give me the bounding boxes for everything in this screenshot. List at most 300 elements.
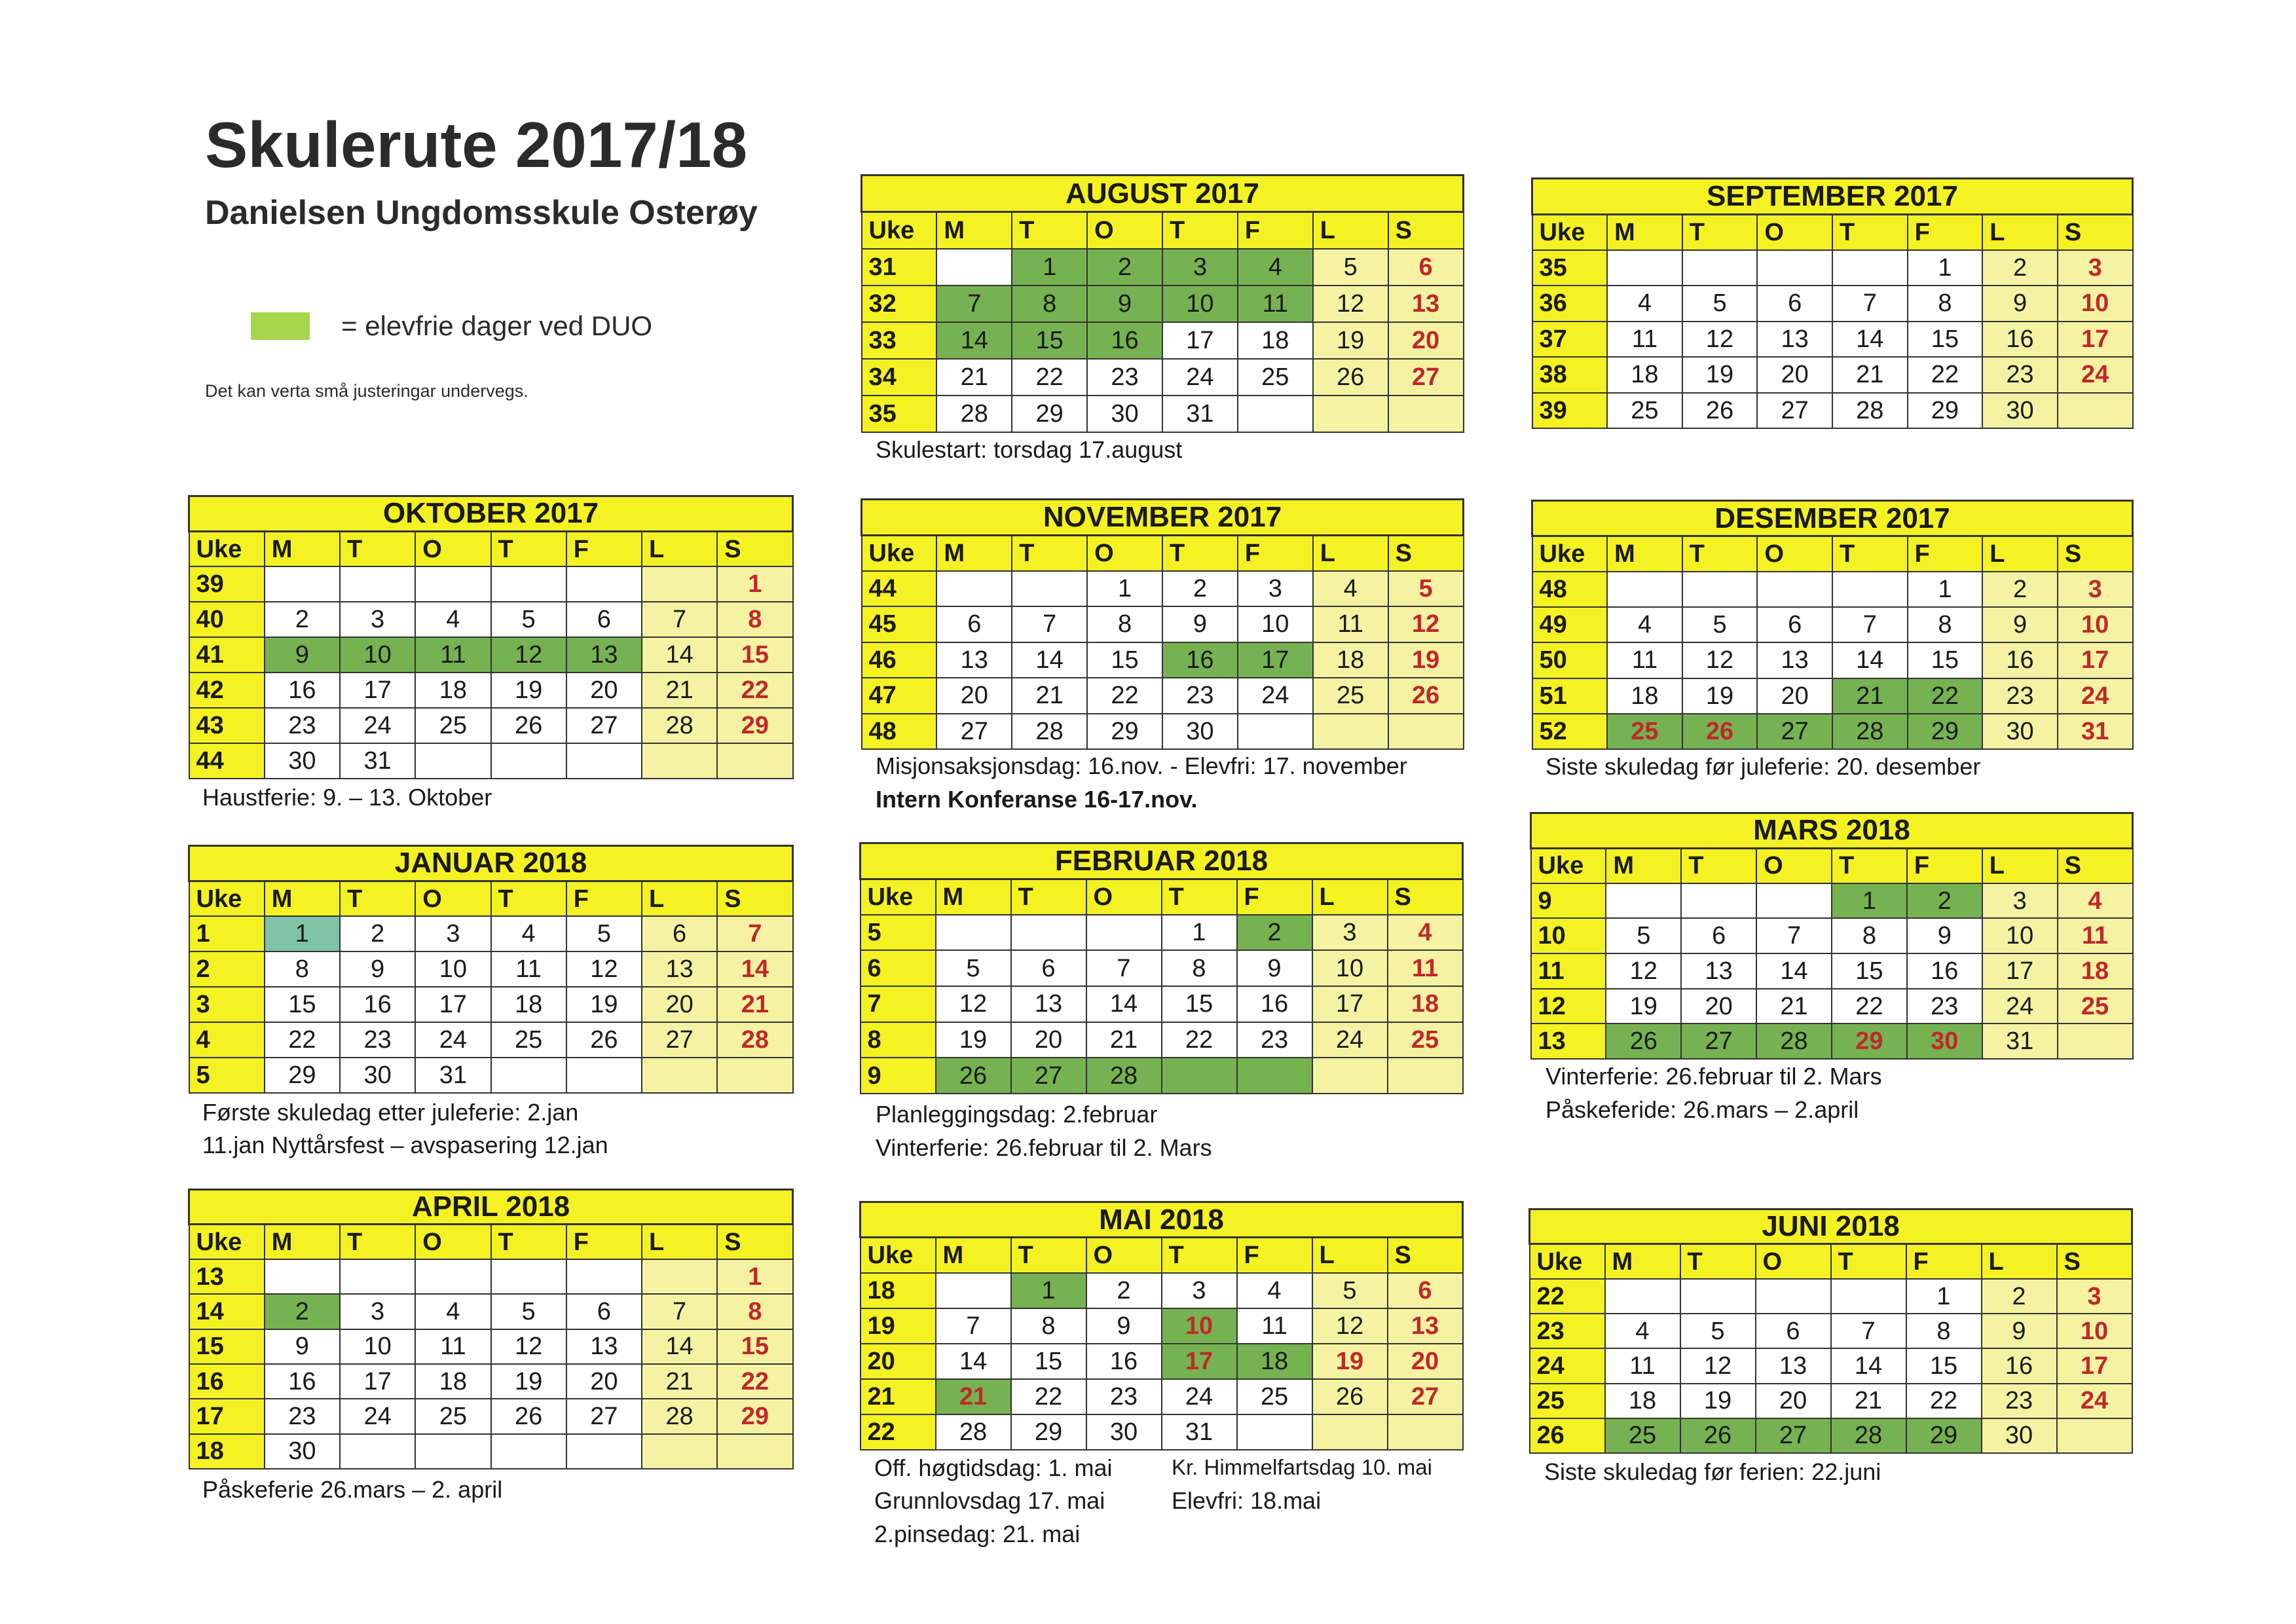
day-cell-student-free: 2	[265, 1294, 340, 1329]
week-number: 48	[1532, 572, 1608, 607]
day-cell: 9	[1086, 1308, 1162, 1344]
week-row	[862, 396, 1464, 432]
day-cell: 2	[1086, 1273, 1162, 1308]
day-cell: 28	[1832, 393, 1908, 429]
day-cell	[1312, 1414, 1388, 1450]
day-cell: 15	[1087, 642, 1162, 678]
day-cell: 9	[265, 1329, 340, 1364]
day-cell	[265, 1259, 340, 1294]
day-cell: 10	[2058, 607, 2133, 642]
day-cell: 4	[1237, 1273, 1312, 1308]
day-cell: 31	[1982, 1024, 2058, 1059]
weekday-header: M	[936, 1238, 1011, 1273]
day-cell: 4	[1605, 1314, 1680, 1348]
week-row	[861, 1344, 1463, 1379]
day-cell: 16	[1982, 642, 2058, 678]
day-cell	[1681, 883, 1756, 919]
note-november-1: Misjonsaksjonsdag: 16.nov. - Elevfri: 17. november	[876, 752, 1407, 779]
week-number: 7	[861, 986, 936, 1022]
week-row	[861, 915, 1463, 951]
note-mars-2: Påskeferide: 26.mars – 2.april	[1546, 1096, 1859, 1123]
week-row	[861, 1022, 1463, 1058]
month-title: JUNI 2018	[1530, 1209, 2132, 1244]
weekday-header: M	[1607, 536, 1682, 572]
day-cell: 17	[1312, 986, 1388, 1022]
day-cell: 10	[415, 951, 491, 987]
day-cell: 3	[340, 602, 415, 637]
day-cell: 10	[1312, 950, 1388, 986]
week-row	[862, 286, 1464, 322]
day-cell: 23	[1982, 357, 2058, 393]
day-cell: 4	[1607, 607, 1682, 642]
week-number: 34	[862, 359, 937, 396]
day-cell	[491, 1434, 566, 1469]
week-number: 35	[862, 396, 937, 432]
day-cell	[265, 566, 340, 602]
note-februar-1: Planleggingsdag: 2.februar	[876, 1101, 1158, 1128]
calendar-april-2018	[188, 1189, 794, 1469]
weekday-header: L	[1312, 879, 1388, 915]
day-cell: 1	[717, 1259, 792, 1294]
week-row	[861, 950, 1463, 986]
day-cell: 23	[1907, 989, 1982, 1024]
weekday-header: T	[1682, 536, 1758, 572]
day-cell: 24	[2057, 1384, 2132, 1418]
day-cell: 28	[1012, 714, 1087, 750]
day-cell: 6	[566, 602, 642, 637]
day-cell: 30	[340, 1058, 415, 1093]
weekday-header: L	[1982, 214, 2058, 250]
weekday-header: O	[1756, 1244, 1831, 1279]
day-cell: 29	[1908, 393, 1983, 429]
day-cell-student-free: 29	[1906, 1418, 1982, 1453]
weekday-header: M	[936, 535, 1012, 571]
weekday-header: F	[566, 531, 642, 566]
day-cell: 19	[936, 1022, 1011, 1058]
day-cell: 23	[265, 1399, 340, 1433]
day-cell-student-free: 27	[1756, 1418, 1831, 1453]
weekday-header: T	[1832, 848, 1907, 883]
calendar-desember-2017	[1531, 500, 2134, 750]
week-number: 5	[189, 1058, 265, 1093]
day-cell: 16	[1907, 953, 1982, 989]
day-cell: 25	[1237, 1379, 1312, 1414]
day-cell: 14	[642, 1329, 717, 1364]
week-row	[189, 1058, 793, 1093]
week-number: 25	[1530, 1384, 1605, 1418]
weekday-header: F	[1238, 212, 1313, 249]
day-cell: 27	[1757, 393, 1832, 429]
day-cell: 8	[717, 1294, 792, 1329]
day-cell	[1605, 1279, 1680, 1314]
weekday-header: T	[491, 881, 566, 916]
note-mai-1: Off. høgtidsdag: 1. mai	[874, 1454, 1113, 1481]
weekday-header: L	[642, 531, 717, 566]
day-cell: 13	[1388, 286, 1464, 322]
day-cell: 26	[491, 708, 566, 743]
week-number: 45	[862, 606, 937, 642]
day-cell: 7	[1756, 918, 1832, 953]
day-cell-student-free: 1	[1011, 1273, 1086, 1308]
day-cell: 3	[1162, 1273, 1237, 1308]
week-row	[1532, 357, 2133, 393]
day-cell: 1	[717, 566, 792, 602]
day-cell: 28	[717, 1022, 792, 1058]
weekday-header: M	[265, 881, 340, 916]
day-cell: 5	[1682, 607, 1758, 642]
weekday-header: O	[1086, 879, 1162, 915]
weekday-header: T	[491, 1225, 566, 1259]
week-number: 46	[862, 642, 937, 678]
day-cell: 24	[1238, 678, 1313, 714]
weekday-header: O	[415, 881, 491, 916]
day-cell	[936, 1273, 1011, 1308]
weekday-header: T	[1162, 535, 1238, 571]
day-cell: 16	[1086, 1344, 1162, 1379]
day-cell: 18	[415, 673, 491, 708]
day-cell: 21	[642, 673, 717, 708]
day-cell: 28	[642, 1399, 717, 1433]
day-cell: 17	[340, 1364, 415, 1399]
week-row	[189, 987, 793, 1022]
day-cell-student-free: 28	[1831, 1418, 1906, 1453]
day-cell-student-free: 7	[936, 286, 1012, 322]
weekday-header: T	[1162, 212, 1238, 249]
day-cell: 6	[936, 606, 1012, 642]
day-cell: 11	[1388, 950, 1463, 986]
day-cell: 21	[1086, 1022, 1162, 1058]
day-cell: 14	[936, 1344, 1011, 1379]
day-cell-student-free: 21	[1832, 678, 1908, 714]
day-cell: 7	[642, 1294, 717, 1329]
day-cell	[642, 1058, 717, 1093]
day-cell	[566, 566, 642, 602]
day-cell	[717, 743, 792, 779]
week-row	[862, 359, 1464, 396]
week-number: 49	[1532, 607, 1608, 642]
week-number: 48	[862, 714, 937, 750]
day-cell: 9	[1982, 1314, 2057, 1348]
day-cell: 2	[1982, 1279, 2057, 1314]
day-cell: 31	[340, 743, 415, 779]
day-cell: 31	[1162, 396, 1238, 432]
month-table	[1531, 500, 2134, 750]
week-row	[861, 1058, 1463, 1094]
day-cell	[1388, 1414, 1463, 1450]
week-column-header: Uke	[861, 1238, 936, 1273]
day-cell: 28	[936, 1414, 1011, 1450]
calendar-mars-2018	[1530, 812, 2134, 1060]
day-cell	[1607, 250, 1682, 286]
day-cell: 8	[1906, 1314, 1982, 1348]
day-cell: 6	[1757, 607, 1832, 642]
day-cell: 17	[415, 987, 491, 1022]
day-cell	[566, 1058, 642, 1093]
day-cell: 3	[340, 1294, 415, 1329]
day-cell: 14	[1086, 986, 1162, 1022]
day-cell: 5	[1682, 286, 1758, 322]
weekday-header: L	[642, 881, 717, 916]
day-cell: 14	[1832, 642, 1908, 678]
day-cell: 16	[1237, 986, 1312, 1022]
week-row	[1531, 1024, 2133, 1059]
day-cell: 20	[1388, 1344, 1463, 1379]
week-row	[1532, 642, 2133, 678]
day-cell: 15	[1908, 642, 1983, 678]
day-cell: 25	[2058, 989, 2133, 1024]
day-cell	[1012, 571, 1087, 607]
day-cell: 19	[1388, 642, 1464, 678]
day-cell: 26	[1312, 1379, 1388, 1414]
week-row	[1531, 883, 2133, 919]
day-cell: 24	[340, 708, 415, 743]
week-column-header: Uke	[861, 879, 936, 915]
day-cell	[566, 1434, 642, 1469]
day-cell: 12	[936, 986, 1011, 1022]
weekday-header: T	[1012, 535, 1087, 571]
weekday-header: T	[1681, 848, 1756, 883]
weekday-header: S	[1388, 1238, 1463, 1273]
day-cell: 12	[491, 1329, 566, 1364]
day-cell: 22	[1832, 989, 1907, 1024]
day-cell: 28	[936, 396, 1012, 432]
day-cell	[340, 566, 415, 602]
day-cell-student-free: 21	[936, 1379, 1011, 1414]
calendar-januar-2018	[188, 845, 794, 1094]
day-cell: 14	[1831, 1348, 1906, 1383]
day-cell: 30	[1982, 393, 2058, 429]
day-cell-student-free: 14	[936, 322, 1012, 359]
day-cell: 17	[1982, 953, 2058, 989]
day-cell: 8	[1087, 606, 1162, 642]
day-cell: 19	[491, 673, 566, 708]
month-title: DESEMBER 2017	[1532, 501, 2133, 536]
day-cell: 19	[1682, 357, 1758, 393]
day-cell: 6	[1757, 286, 1832, 322]
week-number: 38	[1532, 357, 1608, 393]
week-column-header: Uke	[1532, 536, 1608, 572]
week-number: 50	[1532, 642, 1608, 678]
calendar-mai-2018	[859, 1201, 1464, 1450]
week-number: 4	[189, 1022, 265, 1058]
day-cell: 30	[1982, 1418, 2057, 1453]
day-cell: 6	[1388, 249, 1464, 286]
week-row	[189, 566, 793, 602]
month-table	[188, 495, 794, 779]
day-cell-student-free: 26	[1680, 1418, 1756, 1453]
week-number: 8	[861, 1022, 936, 1058]
week-number: 11	[1531, 953, 1606, 989]
day-cell: 1	[1906, 1279, 1982, 1314]
weekday-header: T	[1832, 214, 1908, 250]
day-cell-student-free: 27	[1757, 714, 1832, 749]
weekday-header: F	[1906, 1244, 1982, 1279]
week-number: 39	[1532, 393, 1608, 429]
week-number: 18	[189, 1434, 265, 1469]
week-row	[1532, 678, 2133, 714]
day-cell: 10	[2058, 286, 2133, 322]
weekday-header: L	[1313, 535, 1388, 571]
day-cell	[2058, 393, 2133, 429]
day-cell	[491, 1058, 566, 1093]
day-cell: 26	[1682, 393, 1758, 429]
day-cell: 25	[415, 1399, 491, 1433]
day-cell	[1237, 1414, 1312, 1450]
month-table	[188, 845, 794, 1094]
week-number: 47	[862, 678, 937, 714]
weekday-header: T	[1011, 1238, 1086, 1273]
day-cell-student-free: 11	[1238, 286, 1313, 322]
day-cell: 7	[642, 602, 717, 637]
day-cell-student-free: 26	[936, 1058, 1011, 1094]
day-cell: 23	[1087, 359, 1162, 396]
weekday-header: S	[2058, 848, 2133, 883]
day-cell: 28	[642, 708, 717, 743]
week-row	[1532, 714, 2133, 749]
week-number: 32	[862, 286, 937, 322]
day-cell: 21	[1756, 989, 1832, 1024]
weekday-header: F	[1237, 879, 1312, 915]
day-cell: 20	[1757, 678, 1832, 714]
day-cell: 4	[1388, 915, 1463, 951]
week-row	[1532, 607, 2133, 642]
weekday-header: L	[1982, 1244, 2057, 1279]
day-cell-student-free: 11	[415, 637, 491, 673]
week-number: 37	[1532, 322, 1608, 358]
day-cell: 4	[491, 916, 566, 951]
day-cell: 24	[340, 1399, 415, 1433]
day-cell	[1388, 1058, 1463, 1094]
day-cell	[936, 915, 1011, 951]
week-number: 13	[189, 1259, 265, 1294]
day-cell: 21	[642, 1364, 717, 1399]
day-cell-student-free: 3	[1162, 249, 1238, 286]
day-cell: 3	[2057, 1279, 2132, 1314]
day-cell	[1313, 714, 1388, 750]
week-column-header: Uke	[862, 212, 937, 249]
day-cell-student-free: 10	[340, 637, 415, 673]
week-row	[189, 1259, 793, 1294]
day-cell: 11	[415, 1329, 491, 1364]
week-number: 36	[1532, 286, 1608, 322]
day-cell: 24	[2058, 678, 2133, 714]
day-cell: 19	[1312, 1344, 1388, 1379]
week-number: 14	[189, 1294, 265, 1329]
day-cell	[1682, 572, 1758, 607]
calendar-februar-2018	[859, 842, 1464, 1094]
day-cell: 26	[1388, 678, 1464, 714]
weekday-header: T	[340, 531, 415, 566]
week-column-header: Uke	[1532, 214, 1608, 250]
weekday-header: O	[1087, 212, 1162, 249]
day-cell: 30	[1086, 1414, 1162, 1450]
week-row	[1532, 322, 2133, 358]
note-mai-2: Grunnlovsdag 17. mai	[874, 1487, 1105, 1514]
day-cell: 18	[2058, 953, 2133, 989]
day-cell: 20	[1756, 1384, 1831, 1418]
day-cell: 17	[2058, 322, 2133, 358]
day-cell: 20	[1681, 989, 1756, 1024]
note-oktober: Haustferie: 9. – 13. Oktober	[202, 784, 492, 811]
week-number: 6	[861, 950, 936, 986]
weekday-header: S	[2058, 536, 2133, 572]
day-cell: 18	[1607, 357, 1682, 393]
day-cell: 12	[1312, 1308, 1388, 1344]
day-cell-student-free: 26	[1682, 714, 1758, 749]
day-cell: 29	[265, 1058, 340, 1093]
day-cell: 4	[1313, 571, 1388, 607]
week-number: 39	[189, 566, 265, 602]
day-cell-student-free: 28	[1756, 1024, 1832, 1059]
day-cell	[1238, 714, 1313, 750]
week-number: 1	[189, 916, 265, 951]
week-column-header: Uke	[189, 531, 265, 566]
week-number: 41	[189, 637, 265, 673]
note-juni: Siste skuledag før ferien: 22.juni	[1544, 1458, 1881, 1485]
month-title: OKTOBER 2017	[189, 496, 793, 532]
day-cell: 20	[566, 1364, 642, 1399]
day-cell: 15	[717, 637, 792, 673]
day-cell	[415, 566, 491, 602]
day-cell-student-free: 8	[1012, 286, 1087, 322]
day-cell: 12	[1682, 642, 1758, 678]
week-row	[861, 986, 1463, 1022]
day-cell	[1011, 915, 1086, 951]
weekday-header: F	[566, 1225, 642, 1259]
day-cell: 6	[1011, 950, 1086, 986]
day-cell: 20	[642, 987, 717, 1022]
month-table	[1530, 812, 2134, 1060]
day-cell-student-free: 22	[1908, 678, 1983, 714]
week-row	[862, 571, 1464, 607]
day-cell-student-free: 1	[1832, 883, 1907, 919]
week-column-header: Uke	[1531, 848, 1606, 883]
day-cell: 22	[265, 1022, 340, 1058]
day-cell: 23	[1162, 678, 1238, 714]
weekday-header: L	[1982, 536, 2058, 572]
day-cell	[1388, 714, 1464, 750]
weekday-header: T	[1162, 879, 1237, 915]
day-cell: 19	[491, 1364, 566, 1399]
day-cell: 21	[1832, 357, 1908, 393]
day-cell: 10	[1238, 606, 1313, 642]
day-cell: 30	[1162, 714, 1238, 750]
day-cell: 13	[936, 642, 1012, 678]
weekday-header: S	[717, 531, 792, 566]
week-row	[1531, 953, 2133, 989]
day-cell: 13	[566, 1329, 642, 1364]
week-number: 13	[1531, 1024, 1606, 1059]
note-januar-2: 11.jan Nyttårsfest – avspasering 12.jan	[202, 1132, 608, 1158]
day-cell	[717, 1058, 792, 1093]
day-cell-student-free: 10	[1162, 286, 1238, 322]
day-cell: 8	[265, 951, 340, 987]
week-row	[861, 1308, 1463, 1344]
day-cell: 29	[1011, 1414, 1086, 1450]
month-table	[1528, 1208, 2133, 1454]
weekday-header: T	[1162, 1238, 1237, 1273]
day-cell	[642, 566, 717, 602]
weekday-header: M	[265, 531, 340, 566]
day-cell	[2057, 1418, 2132, 1453]
week-column-header: Uke	[1530, 1244, 1605, 1279]
day-cell: 7	[1832, 607, 1908, 642]
week-row	[861, 1414, 1463, 1450]
day-cell-student-free: 2	[1237, 915, 1312, 951]
day-cell: 31	[1162, 1414, 1237, 1450]
day-cell-student-free: 9	[265, 637, 340, 673]
calendar-september-2017	[1531, 177, 2134, 429]
